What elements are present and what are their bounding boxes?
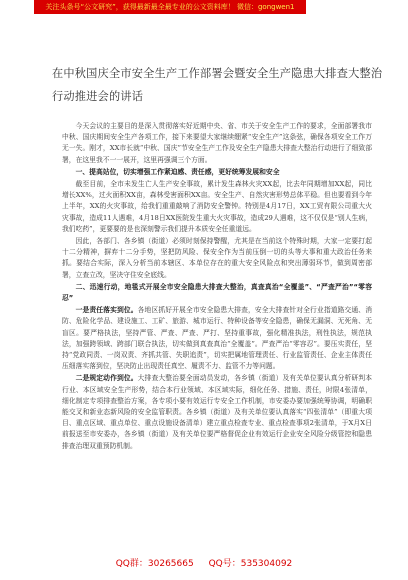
point-heading-1: 一是责任落实到位。 [75,306,138,315]
paragraph-vigilance: 因此，各部门、各乡镇（街道）必须时刻保持警醒，尤其是在当前这个特殊时期，大家一定要打起十二分精神，摒弃十二分手势，坚把防风险、保安全作为当前压倒一切的头等大事和重大政治任务来抓。要结合实际，深入分析当前本辖区、本单位存在的重大安全风险点和突出薄弱环节，做到周密部署，立查立改，坚决守住安全底线。 [62,237,372,279]
paragraph-responsibility [62,305,372,372]
paragraph-actions-text: 大排查大整治要全面动员发动，各乡镇（街道）及有关单位要认真分析研判本行业、本区域安全生产形势，结合本行业领域、本区域实际，细化任务、措施、责任，时限4张清单，细化制定专项排查整治方案，各专项小要有效运行专安全工作机制，市安委办要加强统筹协调，明确职能交叉和新业态新风险的安全监管职责。各乡镇（街道）及有关单位要认真落实“四张清单”（即重大项目、重点区域、重点单位、重点设施设备清单）建立重点检查专业、重点检查事项2张清单，于X月X日前报送至市安委办，各乡镇（街道）及有关单位要严格督促企业有效运行企业安全风险分级管控和隐患排查治理双重预防机制。 [62,374,373,450]
paragraph-actions [62,373,372,451]
title-line: 行动推进会的讲话 [52,90,144,103]
paragraph-intro: 今天会议的主要目的是深入贯彻落实好近期中央、省、市关于安全生产工作的要求，全面部署我市中秋、国庆期间安全生产各项工作，接下来要望大家继续绷紧“安全生产”这条弦，确保各项安全工作万无一失。刚才，XX市长就“中秋、国庆”节安全生产工作及安全生产隐患大排查大整治行动进行了细致部署，在这里我不一一展开，这里再强调三个方面。 [62,122,372,164]
document-title [52,62,383,108]
document-body [62,121,372,453]
footer-qq-number: QQ号：535304092 [208,559,293,569]
paragraph-status: 截至目前，全市未发生亡人生产安全事故，累计发生森林火灾XX起，比去年同期增加XX起，同比增长XX%，过火面积XX亩，森林受害面积XX亩。安全生产、自然灾害形势总体平稳。但也要看到今年上半年，XX的火灾事故，给我们重重敲响了消防安全警钟。特别是4月17日，XX工贸有限公司重大火灾事故，造成11人遇难，4月18日XX医院发生重大火灾事故，造成29人遇难，这不仅仅是“别人生病，我们吃药”，更要要的是也深刻警示我们提升本质安全任重道远。 [62,180,372,233]
paragraph-responsibility-text: 各地区抓好开展全市安全隐患大排查，安全大排查针对全行业指道路交通、消防、危险化学品、建设施工、工矿、旅游、城市运行、特种设备等安全隐患，确保无漏洞、无死角、无盲区。要严格执法，坚持严管、严查、严查、严打、坚持重事故，强化精准执法，刑性执法，规范执法，加强跨领域、跨部门联合执法，切实做到真查真治“全覆盖”。严查严治“零容忍”。要压实责任，坚持“党政同责、一岗双责、齐抓共管、失职追责”，切实把属地管理责任、行业监管责任、企业主体责任压细落实落到位，坚决防止出现责任真空、履责不力、监管不力等问题。 [62,306,373,371]
promo-banner[interactable] [34,0,306,14]
title-line: 在中秋国庆全市安全生产工作部署会暨安全生产隐患大排查大整治 [52,67,383,80]
footer-qq-group: QQ群：30265665 [115,559,194,569]
promo-banner-text: 关注头条号“公文研究”，获得最新最全最专业的公文资料库！ 微信：gongwen1 [45,3,295,11]
point-heading-2: 二是规定动作到位。 [75,374,138,383]
footer-contact [0,556,408,569]
section-heading-2: 二、迅速行动，地毯式开展全市安全隐患大排查大整治，真查真治“全覆盖”、“严查严治”“零容忍” [62,282,372,303]
section-heading-1: 一、提高站位，切实增强工作紧迫感、责任感，更好统筹发展和安全 [75,167,280,176]
